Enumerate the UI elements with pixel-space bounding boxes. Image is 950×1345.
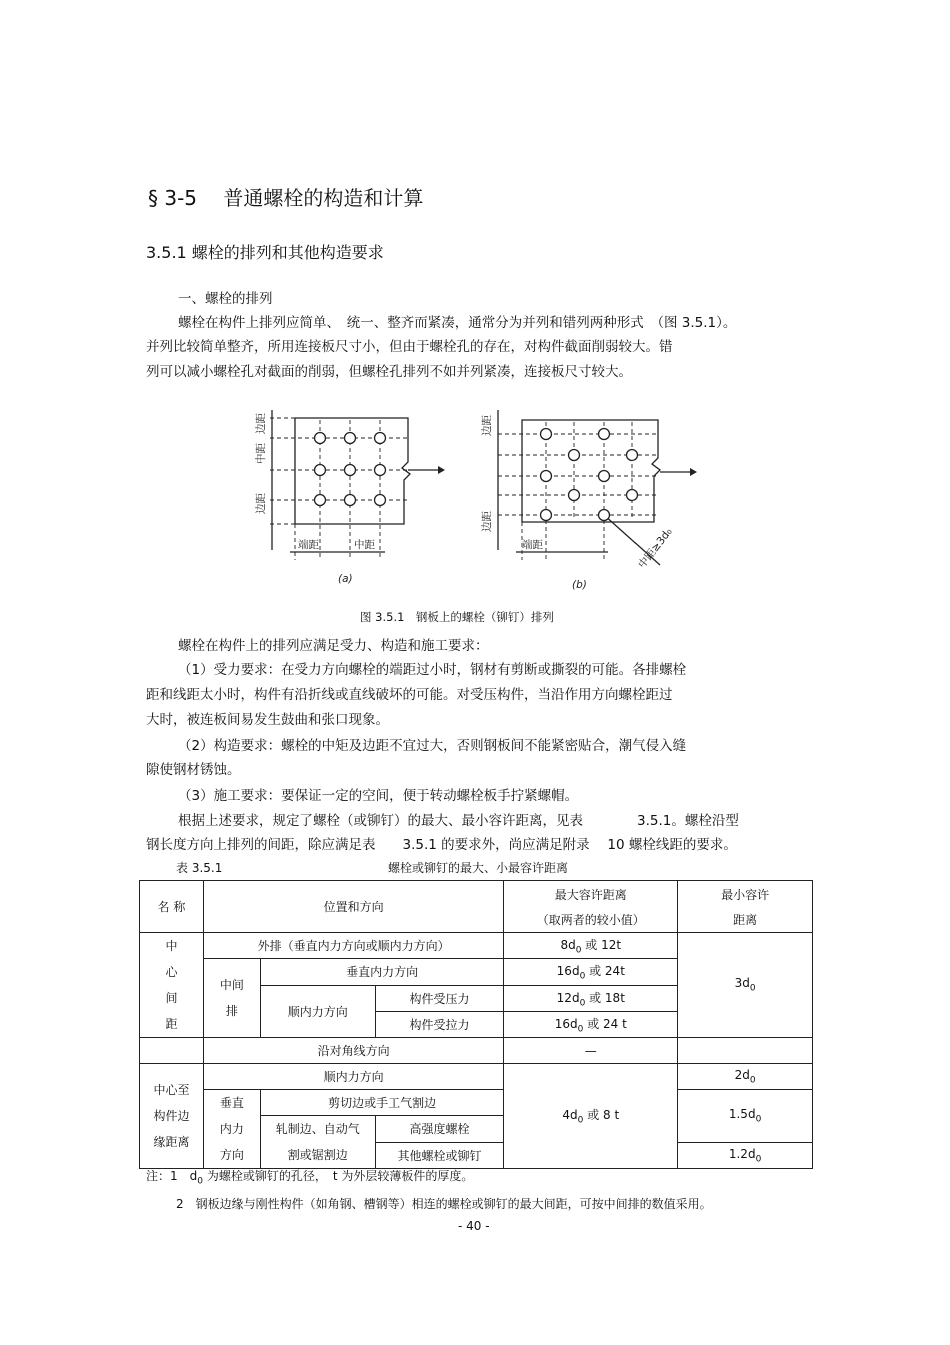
along-force-label: 顺内力方向 xyxy=(260,985,375,1038)
empty-cell xyxy=(140,1038,204,1064)
head-name: 名 称 xyxy=(140,881,204,933)
perp-dir-label: 垂直 内力 方向 xyxy=(203,1090,260,1169)
center-min: $3d_0$ xyxy=(678,933,813,1038)
fig-b-end: 端距 xyxy=(522,539,543,551)
shear-edge-label: 剪切边或手工气割边 xyxy=(260,1090,504,1116)
fig-a-mid: 中距 xyxy=(255,443,267,464)
para3-line1: 根据上述要求，规定了螺栓（或铆钉）的最大、最小容许距离，见表 3.5.1。螺栓沿型 xyxy=(178,813,739,829)
para1-line2: 并列比较简单整齐，所用连接板尺寸小，但由于螺栓孔的存在，对构件截面削弱较大。错 xyxy=(146,339,673,355)
outer-max: $8d_0$ 或 12t xyxy=(504,933,678,959)
diagonal-max: — xyxy=(504,1038,678,1064)
fig-a-edge-bottom: 边距 xyxy=(255,493,267,514)
fig-a-edge-top: 边距 xyxy=(255,413,267,434)
req1-line3: 大时，被连板间易发生鼓曲和张口现象。 xyxy=(146,712,389,728)
tension-max: $16d_0$ 或 24 t xyxy=(504,1012,678,1038)
req3: （3）施工要求：要保证一定的空间，便于转动螺栓板手拧紧螺帽。 xyxy=(178,788,579,804)
rolled-edge-label: 轧制边、自动气 割或锯割边 xyxy=(260,1116,375,1169)
table-title: 螺栓或铆钉的最大、小最容许距离 xyxy=(388,861,569,875)
diagonal-min xyxy=(678,1038,813,1064)
head-max: 最大容许距离 （取两者的较小值） xyxy=(504,881,678,933)
hs-bolt-label: 高强度螺栓 xyxy=(375,1116,504,1143)
compress-max: $12d_0$ 或 18t xyxy=(504,985,678,1012)
fig-b-sub: (b) xyxy=(572,579,587,591)
table-label: 表 3.5.1 xyxy=(176,861,223,875)
compress-label: 构件受压力 xyxy=(375,985,504,1012)
req1-line2: 距和线距太小时，构件有沿折线或直线破坏的可能。对受压构件，当沿作用方向螺栓距过 xyxy=(146,687,673,703)
fig-b-edge-top: 边距 xyxy=(481,415,493,436)
bolt-distance-table xyxy=(139,880,813,1169)
perp-max: $16d_0$ 或 24t xyxy=(504,959,678,986)
fig-b-diag: 中距≥3d₀ xyxy=(636,526,675,571)
edge-distance-label: 中心至 构件边 缘距离 xyxy=(140,1064,204,1169)
fig-b-edge-bottom: 边距 xyxy=(481,511,493,532)
para1-line1: 螺栓在构件上排列应简单、 统一、整齐而紧凑，通常分为并列和错列两种形式 （图 3.5.1）。 xyxy=(178,315,737,331)
tension-label: 构件受拉力 xyxy=(375,1012,504,1038)
fig-a-end: 端距 xyxy=(298,539,319,551)
middle-row-label: 中间 排 xyxy=(203,959,260,1038)
diagonal-label: 沿对角线方向 xyxy=(203,1038,504,1064)
section-title: § 3-5 普通螺栓的构造和计算 xyxy=(148,186,424,210)
bolt-arrangement-figure xyxy=(240,400,700,600)
fig-a-sub: (a) xyxy=(338,573,353,585)
fig-a-pitch: 中距 xyxy=(354,539,375,551)
head-position: 位置和方向 xyxy=(203,881,504,933)
note-2: 2 钢板边缘与刚性构件（如角钢、槽钢等）相连的螺栓或铆钉的最大间距，可按中间排的数值采用。 xyxy=(176,1197,712,1211)
other-min: $1.2d_0$ xyxy=(678,1142,813,1169)
along-min: $2d_0$ xyxy=(678,1064,813,1090)
figure-caption: 图 3.5.1 钢板上的螺栓（铆钉）排列 xyxy=(360,610,554,624)
para2: 螺栓在构件上的排列应满足受力、构造和施工要求： xyxy=(178,638,489,654)
note-1: 注：1 $d_0$ 为螺栓或铆钉的孔径， t 为外层较薄板件的厚度。 xyxy=(146,1169,474,1187)
along-force2-label: 顺内力方向 xyxy=(203,1064,504,1090)
para1-line3: 列可以减小螺栓孔对截面的削弱，但螺栓孔排列不如并列紧凑，连接板尺寸较大。 xyxy=(146,364,632,380)
subsection-title: 3.5.1 螺栓的排列和其他构造要求 xyxy=(146,243,384,262)
center-distance-label: 中 心 间 距 xyxy=(140,933,204,1038)
perp-force-label: 垂直内力方向 xyxy=(260,959,504,986)
req2-line1: （2）构造要求：螺栓的中矩及边距不宜过大，否则钢板间不能紧密贴合，潮气侵入缝 xyxy=(178,738,687,754)
page-number: - 40 - xyxy=(458,1219,490,1233)
head-min: 最小容许 距离 xyxy=(678,881,813,933)
req2-line2: 隙使钢材锈蚀。 xyxy=(146,762,241,778)
hs-min: $1.5d_0$ xyxy=(678,1090,813,1143)
other-bolt-label: 其他螺栓或铆钉 xyxy=(375,1142,504,1169)
para3-line2: 钢长度方向上排列的间距，除应满足表 3.5.1 的要求外，尚应满足附录 10 螺栓线距的要求。 xyxy=(146,837,737,853)
req1-line1: （1）受力要求：在受力方向螺栓的端距过小时，钢材有剪断或撕裂的可能。各排螺栓 xyxy=(178,662,687,678)
heading-bolt-arrangement: 一、螺栓的排列 xyxy=(178,291,273,307)
outer-row-label: 外排（垂直内力方向或顺内力方向） xyxy=(203,933,504,959)
edge-max: $4d_0$ 或 8 t xyxy=(504,1064,678,1169)
